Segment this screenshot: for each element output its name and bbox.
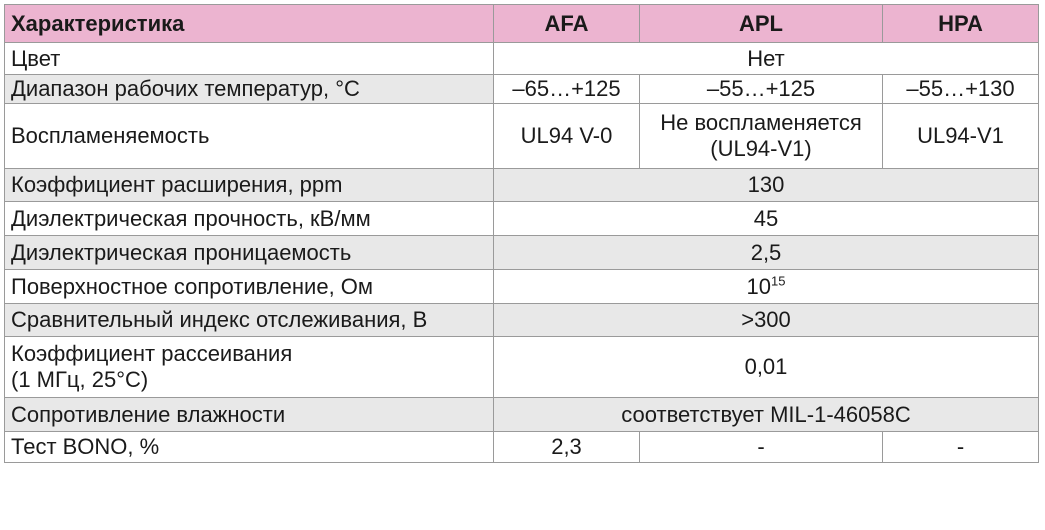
- row-label: Сопротивление влажности: [5, 398, 494, 432]
- header-characteristic: Характеристика: [5, 5, 494, 43]
- row-label-line1: Коэффициент рассеивания: [11, 341, 293, 366]
- row-label: Тест BONO, %: [5, 432, 494, 463]
- row-label: Поверхностное сопротивление, Ом: [5, 270, 494, 304]
- table-row-expansion: [5, 169, 1039, 202]
- row-label-line2: (1 МГц, 25°С): [11, 367, 149, 392]
- header-hpa: HPA: [883, 5, 1039, 43]
- table-row-temperature: [5, 75, 1039, 104]
- table-row-permittivity: [5, 236, 1039, 270]
- cell-hpa: -: [883, 432, 1039, 463]
- cell-afa: –65…+125: [494, 75, 640, 104]
- row-value: 2,5: [494, 236, 1039, 270]
- table-row-surface-resistance: [5, 270, 1039, 304]
- row-value: Нет: [494, 43, 1039, 75]
- row-label: Диапазон рабочих температур, °C: [5, 75, 494, 104]
- row-label: Диэлектрическая проницаемость: [5, 236, 494, 270]
- table-row-tracking-index: [5, 304, 1039, 337]
- row-value: 45: [494, 202, 1039, 236]
- cell-afa: UL94 V-0: [494, 104, 640, 169]
- row-label: [5, 337, 494, 398]
- cell-apl-line1: Не воспламеняется: [660, 110, 862, 135]
- cell-hpa: UL94-V1: [883, 104, 1039, 169]
- table-row-moisture: [5, 398, 1039, 432]
- table-row-color: [5, 43, 1039, 75]
- table-row-bono: [5, 432, 1039, 463]
- row-label: Воспламеняемость: [5, 104, 494, 169]
- row-label: Цвет: [5, 43, 494, 75]
- row-label: Сравнительный индекс отслеживания, В: [5, 304, 494, 337]
- cell-hpa: –55…+130: [883, 75, 1039, 104]
- header-afa: AFA: [494, 5, 640, 43]
- cell-apl: -: [640, 432, 883, 463]
- row-value: 130: [494, 169, 1039, 202]
- cell-afa: 2,3: [494, 432, 640, 463]
- value-base: 10: [746, 273, 771, 299]
- header-apl: APL: [640, 5, 883, 43]
- row-value: [494, 270, 1039, 304]
- table-row-dielectric-strength: [5, 202, 1039, 236]
- cell-apl: –55…+125: [640, 75, 883, 104]
- cell-apl: [640, 104, 883, 169]
- spec-table: [4, 4, 1039, 463]
- row-label: Диэлектрическая прочность, кВ/мм: [5, 202, 494, 236]
- row-value: 0,01: [494, 337, 1039, 398]
- table-row-dissipation: [5, 337, 1039, 398]
- row-value: соответствует MIL-1-46058C: [494, 398, 1039, 432]
- value-exponent: 15: [771, 273, 786, 289]
- cell-apl-line2: (UL94-V1): [710, 136, 812, 161]
- header-row: [5, 5, 1039, 43]
- row-value: >300: [494, 304, 1039, 337]
- row-label: Коэффициент расширения, ppm: [5, 169, 494, 202]
- table-row-flammability: [5, 104, 1039, 169]
